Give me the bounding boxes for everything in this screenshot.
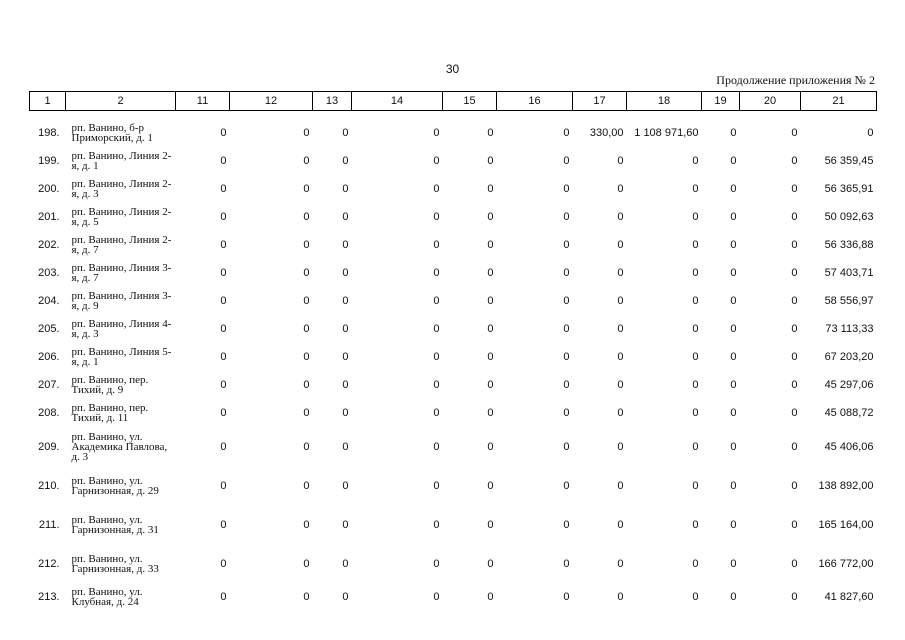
value-cell: 0 [617, 211, 624, 223]
value-cell: 0 [487, 479, 494, 492]
value-cell: 0 [433, 379, 440, 391]
table-row [30, 544, 877, 583]
value-cell: 0 [303, 518, 310, 531]
column-header: 12 [230, 92, 313, 111]
value-cell: 0 [342, 155, 349, 167]
row-number: 206. [38, 351, 60, 363]
value-cell: 0 [220, 440, 227, 453]
value-cell: 0 [220, 211, 227, 223]
value-cell: 0 [617, 351, 624, 363]
table-row [30, 343, 877, 371]
value-cell: 0 [617, 591, 624, 603]
value-cell: 166 772,00 [818, 557, 874, 570]
value-cell: 0 [730, 127, 737, 139]
value-cell: 0 [303, 211, 310, 223]
value-cell: 0 [487, 155, 494, 167]
value-cell: 0 [563, 239, 570, 251]
value-cell: 0 [433, 183, 440, 195]
page-number: 30 [445, 62, 460, 76]
value-cell: 0 [730, 323, 737, 335]
value-cell: 0 [433, 267, 440, 279]
appendix-continuation-note: Продолжение приложения № 2 [716, 73, 875, 87]
value-cell: 0 [220, 379, 227, 391]
value-cell: 0 [303, 155, 310, 167]
value-cell: 0 [342, 295, 349, 307]
value-cell: 0 [692, 379, 699, 391]
value-cell: 0 [563, 591, 570, 603]
column-header: 14 [352, 92, 443, 111]
address-cell: рп. Ванино, Линия 3-я, д. 9 [71, 290, 172, 312]
value-cell: 45 406,06 [824, 440, 874, 453]
value-cell: 0 [791, 518, 798, 531]
value-cell: 0 [487, 440, 494, 453]
table-row [30, 287, 877, 315]
value-cell: 0 [563, 211, 570, 223]
value-cell: 0 [220, 479, 227, 492]
value-cell: 138 892,00 [818, 479, 874, 492]
value-cell: 0 [433, 295, 440, 307]
row-number: 210. [38, 479, 60, 492]
value-cell: 0 [303, 351, 310, 363]
value-cell: 0 [220, 591, 227, 603]
address-cell: рп. Ванино, Линия 2-я, д. 7 [71, 234, 172, 256]
value-cell: 0 [791, 239, 798, 251]
value-cell: 0 [433, 440, 440, 453]
row-number: 208. [38, 407, 60, 419]
column-header: 11 [176, 92, 230, 111]
value-cell: 0 [487, 323, 494, 335]
value-cell: 0 [563, 351, 570, 363]
value-cell: 0 [433, 557, 440, 570]
value-cell: 0 [342, 379, 349, 391]
table-row [30, 315, 877, 343]
value-cell: 0 [617, 295, 624, 307]
value-cell: 0 [692, 267, 699, 279]
value-cell: 0 [220, 127, 227, 139]
value-cell: 0 [487, 379, 494, 391]
address-cell: рп. Ванино, ул. Клубная, д. 24 [71, 586, 143, 608]
value-cell: 0 [692, 323, 699, 335]
value-cell: 0 [303, 440, 310, 453]
value-cell: 0 [563, 557, 570, 570]
value-cell: 0 [692, 155, 699, 167]
value-cell: 0 [303, 591, 310, 603]
row-number: 213. [38, 591, 60, 603]
value-cell: 0 [220, 183, 227, 195]
table-row [30, 119, 877, 147]
value-cell: 165 164,00 [818, 518, 874, 531]
value-cell: 0 [563, 295, 570, 307]
value-cell: 0 [433, 407, 440, 419]
row-number: 200. [38, 183, 60, 195]
value-cell: 0 [617, 479, 624, 492]
value-cell: 0 [692, 183, 699, 195]
value-cell: 0 [342, 591, 349, 603]
value-cell: 0 [487, 407, 494, 419]
address-cell: рп. Ванино, ул. Гарнизонная, д. 33 [71, 552, 159, 575]
value-cell: 0 [303, 407, 310, 419]
value-cell: 0 [791, 351, 798, 363]
value-cell: 0 [303, 295, 310, 307]
value-cell: 0 [342, 127, 349, 139]
value-cell: 0 [692, 518, 699, 531]
value-cell: 0 [730, 295, 737, 307]
value-cell: 56 359,45 [824, 155, 874, 167]
table-row [30, 175, 877, 203]
value-cell: 0 [692, 440, 699, 453]
column-header: 16 [497, 92, 573, 111]
row-number: 199. [38, 155, 60, 167]
data-table [29, 91, 877, 611]
value-cell: 0 [433, 351, 440, 363]
value-cell: 0 [220, 295, 227, 307]
value-cell: 0 [303, 239, 310, 251]
address-cell: рп. Ванино, Линия 3-я, д. 7 [71, 262, 172, 284]
row-number: 212. [38, 557, 60, 570]
value-cell: 0 [791, 211, 798, 223]
value-cell: 0 [220, 351, 227, 363]
value-cell: 0 [220, 155, 227, 167]
table-row [30, 505, 877, 544]
value-cell: 0 [791, 440, 798, 453]
value-cell: 0 [487, 183, 494, 195]
value-cell: 0 [563, 323, 570, 335]
value-cell: 0 [791, 155, 798, 167]
column-header: 20 [740, 92, 801, 111]
row-number: 204. [38, 295, 60, 307]
table-row [30, 427, 877, 466]
row-number: 205. [38, 323, 60, 335]
address-cell: рп. Ванино, пер. Тихий, д. 9 [71, 374, 149, 396]
row-number: 207. [38, 379, 60, 391]
value-cell: 0 [342, 407, 349, 419]
value-cell: 0 [563, 518, 570, 531]
value-cell: 0 [342, 479, 349, 492]
value-cell: 0 [563, 440, 570, 453]
table-row [30, 259, 877, 287]
column-header: 17 [573, 92, 627, 111]
row-number: 211. [38, 518, 60, 531]
value-cell: 0 [730, 239, 737, 251]
value-cell: 58 556,97 [824, 295, 874, 307]
value-cell: 0 [617, 407, 624, 419]
value-cell: 0 [730, 267, 737, 279]
value-cell: 0 [563, 407, 570, 419]
spacer-row [30, 111, 877, 120]
value-cell: 0 [563, 267, 570, 279]
address-cell: рп. Ванино, пер. Тихий, д. 11 [71, 402, 149, 424]
value-cell: 0 [563, 127, 570, 139]
value-cell: 0 [692, 351, 699, 363]
value-cell: 0 [487, 295, 494, 307]
value-cell: 0 [433, 518, 440, 531]
address-cell: рп. Ванино, ул. Гарнизонная, д. 29 [71, 474, 159, 497]
value-cell: 0 [487, 351, 494, 363]
column-header: 19 [702, 92, 740, 111]
value-cell: 0 [730, 591, 737, 603]
address-cell: рп. Ванино, Линия 4-я, д. 3 [71, 318, 172, 340]
value-cell: 56 336,88 [824, 239, 874, 251]
value-cell: 0 [433, 239, 440, 251]
value-cell: 0 [730, 155, 737, 167]
column-header: 21 [801, 92, 877, 111]
value-cell: 50 092,63 [824, 211, 874, 223]
value-cell: 0 [303, 557, 310, 570]
value-cell: 0 [617, 440, 624, 453]
value-cell: 0 [563, 155, 570, 167]
value-cell: 0 [433, 127, 440, 139]
value-cell: 0 [692, 211, 699, 223]
address-cell: рп. Ванино, ул. Академика Павлова, д. 3 [71, 430, 168, 463]
value-cell: 0 [220, 557, 227, 570]
value-cell: 56 365,91 [824, 183, 874, 195]
value-cell: 0 [730, 407, 737, 419]
value-cell: 0 [563, 479, 570, 492]
value-cell: 45 088,72 [824, 407, 874, 419]
value-cell: 0 [791, 295, 798, 307]
value-cell: 0 [433, 479, 440, 492]
value-cell: 0 [692, 239, 699, 251]
row-number: 201. [38, 211, 60, 223]
value-cell: 0 [730, 183, 737, 195]
value-cell: 0 [433, 591, 440, 603]
value-cell: 0 [433, 323, 440, 335]
column-header: 18 [627, 92, 702, 111]
value-cell: 0 [303, 267, 310, 279]
value-cell: 0 [730, 557, 737, 570]
header-row [30, 92, 877, 111]
value-cell: 0 [487, 211, 494, 223]
value-cell: 0 [303, 183, 310, 195]
value-cell: 41 827,60 [824, 591, 874, 603]
value-cell: 0 [342, 518, 349, 531]
value-cell: 0 [487, 557, 494, 570]
value-cell: 0 [692, 557, 699, 570]
value-cell: 67 203,20 [824, 351, 874, 363]
value-cell: 0 [867, 127, 874, 139]
value-cell: 330,00 [589, 127, 624, 139]
row-number: 198. [38, 127, 60, 139]
value-cell: 0 [563, 183, 570, 195]
value-cell: 0 [220, 407, 227, 419]
value-cell: 0 [342, 267, 349, 279]
spacer-cell [30, 111, 877, 120]
value-cell: 0 [220, 518, 227, 531]
value-cell: 0 [617, 155, 624, 167]
row-number: 202. [38, 239, 60, 251]
value-cell: 0 [433, 211, 440, 223]
table-row [30, 147, 877, 175]
row-number: 209. [38, 440, 60, 453]
address-cell: рп. Ванино, Линия 5-я, д. 1 [71, 346, 172, 368]
value-cell: 0 [563, 379, 570, 391]
value-cell: 0 [617, 557, 624, 570]
value-cell: 0 [791, 127, 798, 139]
value-cell: 0 [730, 518, 737, 531]
value-cell: 0 [303, 127, 310, 139]
value-cell: 0 [342, 440, 349, 453]
row-number: 203. [38, 267, 60, 279]
value-cell: 0 [433, 155, 440, 167]
value-cell: 0 [791, 267, 798, 279]
column-header: 15 [443, 92, 497, 111]
value-cell: 0 [617, 267, 624, 279]
value-cell: 0 [342, 557, 349, 570]
value-cell: 0 [342, 239, 349, 251]
value-cell: 0 [342, 211, 349, 223]
value-cell: 57 403,71 [824, 267, 874, 279]
value-cell: 45 297,06 [824, 379, 874, 391]
address-cell: рп. Ванино, ул. Гарнизонная, д. 31 [71, 513, 159, 536]
value-cell: 0 [303, 323, 310, 335]
value-cell: 0 [303, 479, 310, 492]
value-cell: 0 [617, 323, 624, 335]
value-cell: 0 [791, 379, 798, 391]
column-header: 2 [66, 92, 176, 111]
address-cell: рп. Ванино, Линия 2-я, д. 5 [71, 206, 172, 228]
value-cell: 0 [692, 295, 699, 307]
value-cell: 1 108 971,60 [634, 127, 699, 139]
value-cell: 0 [487, 239, 494, 251]
address-cell: рп. Ванино, Линия 2-я, д. 1 [71, 150, 172, 172]
value-cell: 0 [220, 323, 227, 335]
value-cell: 0 [487, 518, 494, 531]
table-row [30, 203, 877, 231]
value-cell: 0 [791, 479, 798, 492]
value-cell: 0 [303, 379, 310, 391]
value-cell: 0 [730, 211, 737, 223]
value-cell: 0 [791, 183, 798, 195]
value-cell: 0 [220, 239, 227, 251]
value-cell: 0 [791, 591, 798, 603]
value-cell: 0 [692, 591, 699, 603]
table-row [30, 371, 877, 399]
value-cell: 0 [342, 183, 349, 195]
value-cell: 0 [487, 127, 494, 139]
value-cell: 0 [220, 267, 227, 279]
value-cell: 0 [692, 407, 699, 419]
address-cell: рп. Ванино, б-р Приморский, д. 1 [71, 122, 153, 144]
address-cell: рп. Ванино, Линия 2-я, д. 3 [71, 178, 172, 200]
value-cell: 0 [730, 479, 737, 492]
table-row [30, 466, 877, 505]
value-cell: 0 [791, 323, 798, 335]
column-header: 1 [30, 92, 66, 111]
value-cell: 0 [617, 183, 624, 195]
value-cell: 0 [730, 440, 737, 453]
table-row [30, 583, 877, 611]
value-cell: 0 [617, 379, 624, 391]
table-row [30, 399, 877, 427]
value-cell: 0 [692, 479, 699, 492]
value-cell: 0 [617, 518, 624, 531]
value-cell: 0 [487, 591, 494, 603]
value-cell: 0 [791, 557, 798, 570]
table-row [30, 231, 877, 259]
value-cell: 0 [730, 379, 737, 391]
table-body [30, 111, 877, 612]
column-header: 13 [313, 92, 352, 111]
value-cell: 0 [730, 351, 737, 363]
value-cell: 73 113,33 [825, 323, 874, 335]
value-cell: 0 [342, 323, 349, 335]
value-cell: 0 [342, 351, 349, 363]
value-cell: 0 [617, 239, 624, 251]
value-cell: 0 [487, 267, 494, 279]
value-cell: 0 [791, 407, 798, 419]
